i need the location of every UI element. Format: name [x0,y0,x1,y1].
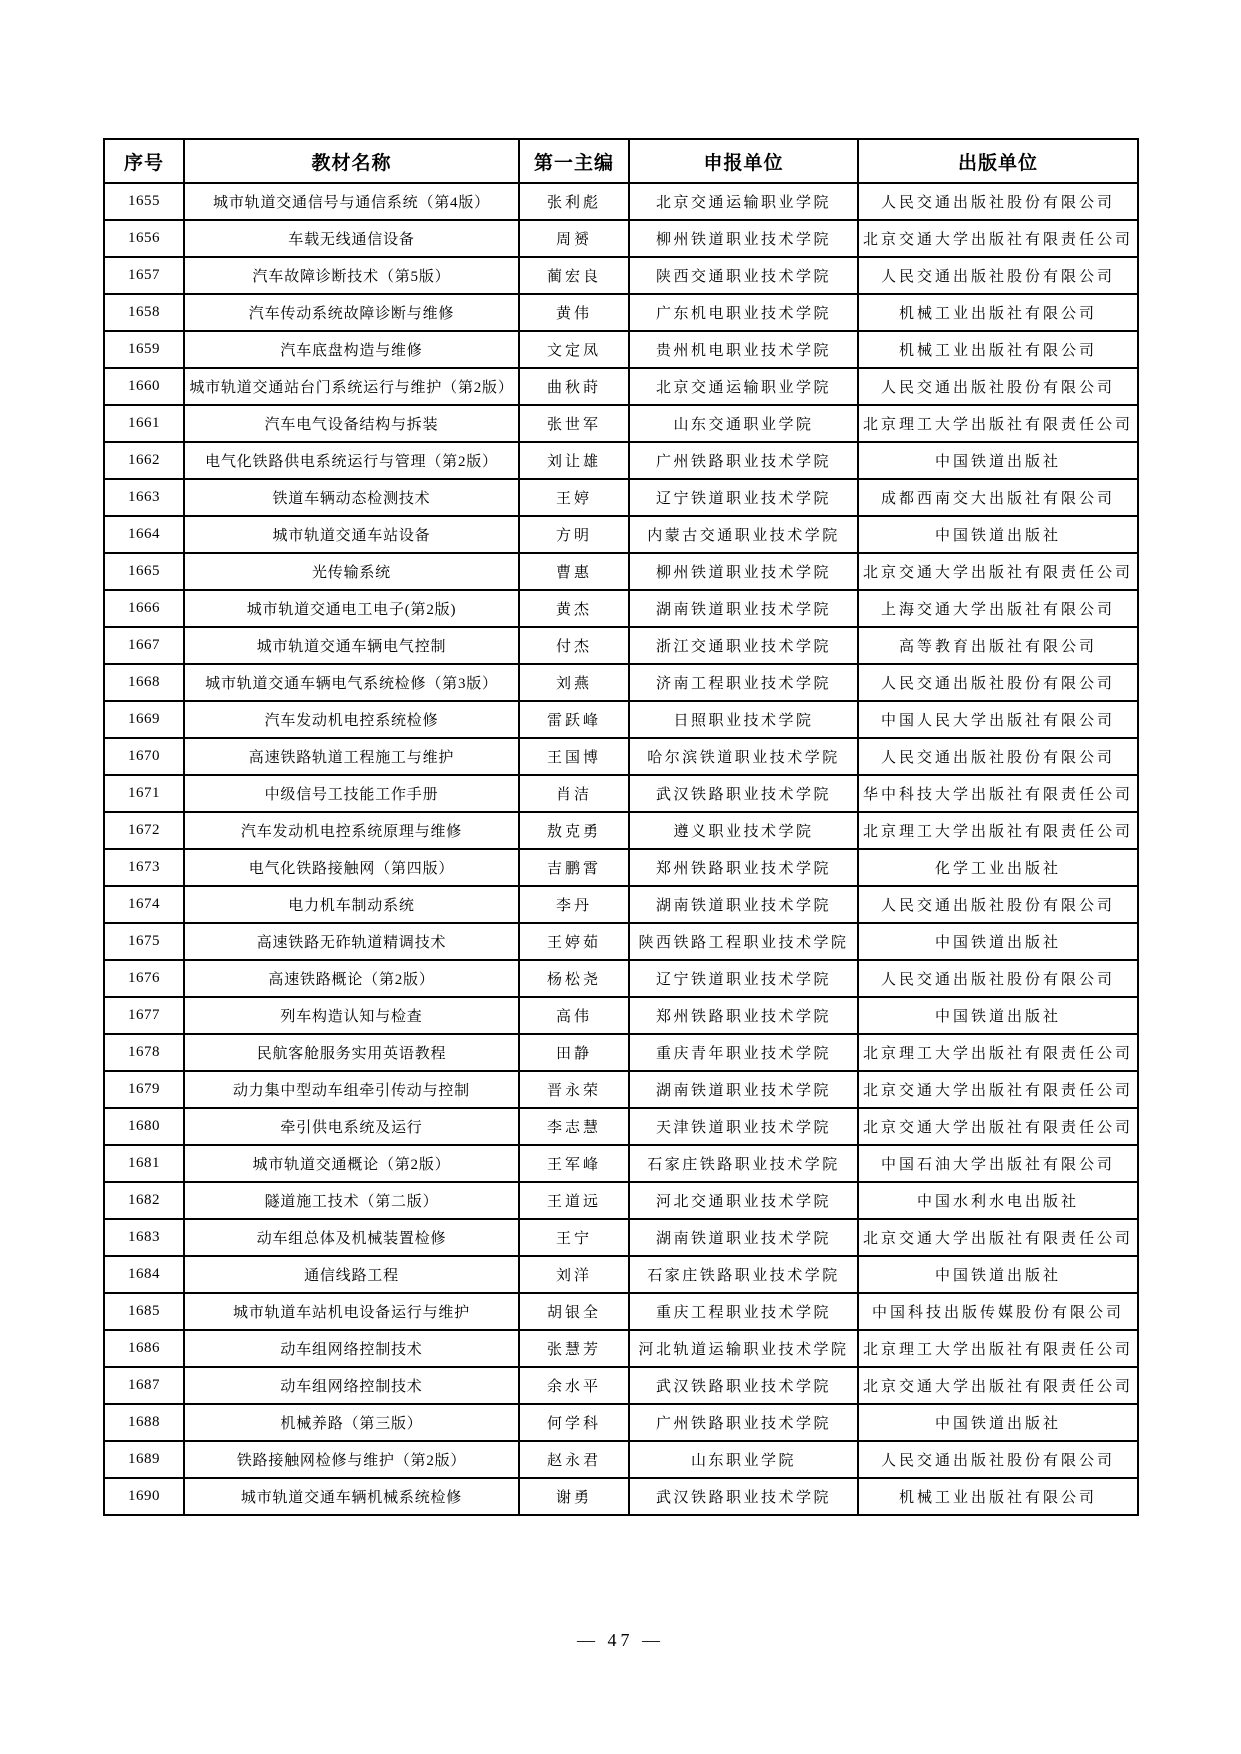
table-row [104,1108,1138,1145]
table-cell-editor: 刘洋 [519,1256,629,1293]
table-cell-title: 城市轨道交通车站设备 [184,516,519,553]
table-cell-index: 1672 [104,812,184,849]
table-cell-publisher-unit: 人民交通出版社股份有限公司 [858,183,1138,220]
table-cell-publisher-unit: 中国铁道出版社 [858,1404,1138,1441]
table-cell-title: 高速铁路无砟轨道精调技术 [184,923,519,960]
table-cell-applicant-unit: 浙江交通职业技术学院 [629,627,858,664]
table-cell-publisher-unit: 人民交通出版社股份有限公司 [858,960,1138,997]
table-cell-applicant-unit: 陕西铁路工程职业技术学院 [629,923,858,960]
table-cell-publisher-unit: 机械工业出版社有限公司 [858,294,1138,331]
table-cell-title: 铁路接触网检修与维护（第2版） [184,1441,519,1478]
table-cell-index: 1666 [104,590,184,627]
table-cell-publisher-unit: 中国铁道出版社 [858,442,1138,479]
table-row [104,701,1138,738]
table-cell-index: 1656 [104,220,184,257]
table-cell-editor: 王婷茹 [519,923,629,960]
table-cell-applicant-unit: 陕西交通职业技术学院 [629,257,858,294]
table-cell-index: 1667 [104,627,184,664]
table-cell-applicant-unit: 重庆青年职业技术学院 [629,1034,858,1071]
table-row [104,1293,1138,1330]
table-cell-publisher-unit: 中国石油大学出版社有限公司 [858,1145,1138,1182]
table-cell-applicant-unit: 广东机电职业技术学院 [629,294,858,331]
table-cell-editor: 谢勇 [519,1478,629,1515]
table-cell-index: 1681 [104,1145,184,1182]
table-row [104,516,1138,553]
table-cell-index: 1679 [104,1071,184,1108]
table-cell-applicant-unit: 天津铁道职业技术学院 [629,1108,858,1145]
table-cell-applicant-unit: 郑州铁路职业技术学院 [629,997,858,1034]
table-cell-title: 城市轨道交通概论（第2版） [184,1145,519,1182]
table-cell-editor: 曹惠 [519,553,629,590]
table-cell-index: 1663 [104,479,184,516]
table-cell-editor: 张利彪 [519,183,629,220]
table-cell-editor: 蔺宏良 [519,257,629,294]
table-row [104,220,1138,257]
table-row [104,997,1138,1034]
table-cell-title: 动车组网络控制技术 [184,1330,519,1367]
table-cell-title: 铁道车辆动态检测技术 [184,479,519,516]
table-cell-index: 1670 [104,738,184,775]
column-header-index: 序号 [104,139,184,183]
table-cell-editor: 刘燕 [519,664,629,701]
table-row [104,1330,1138,1367]
table-cell-editor: 田静 [519,1034,629,1071]
table-cell-title: 电力机车制动系统 [184,886,519,923]
table-cell-publisher-unit: 中国科技出版传媒股份有限公司 [858,1293,1138,1330]
table-cell-index: 1678 [104,1034,184,1071]
table-cell-title: 汽车发动机电控系统原理与维修 [184,812,519,849]
table-row [104,664,1138,701]
table-cell-title: 电气化铁路供电系统运行与管理（第2版） [184,442,519,479]
table-cell-title: 列车构造认知与检查 [184,997,519,1034]
table-row [104,294,1138,331]
table-cell-publisher-unit: 北京交通大学出版社有限责任公司 [858,1071,1138,1108]
table-cell-applicant-unit: 日照职业技术学院 [629,701,858,738]
table-cell-title: 牵引供电系统及运行 [184,1108,519,1145]
table-cell-publisher-unit: 人民交通出版社股份有限公司 [858,368,1138,405]
table-cell-index: 1683 [104,1219,184,1256]
table-cell-index: 1659 [104,331,184,368]
table-cell-editor: 黄伟 [519,294,629,331]
table-cell-publisher-unit: 北京交通大学出版社有限责任公司 [858,1219,1138,1256]
table-cell-publisher-unit: 人民交通出版社股份有限公司 [858,257,1138,294]
table-cell-title: 汽车底盘构造与维修 [184,331,519,368]
table-row [104,923,1138,960]
table-cell-index: 1658 [104,294,184,331]
table-cell-title: 动车组总体及机械装置检修 [184,1219,519,1256]
table-cell-editor: 胡银全 [519,1293,629,1330]
table-cell-editor: 黄杰 [519,590,629,627]
table-cell-applicant-unit: 内蒙古交通职业技术学院 [629,516,858,553]
table-cell-title: 通信线路工程 [184,1256,519,1293]
table-cell-applicant-unit: 柳州铁道职业技术学院 [629,553,858,590]
table-cell-editor: 高伟 [519,997,629,1034]
page-number: — 47 — [577,1630,664,1650]
table-cell-applicant-unit: 北京交通运输职业学院 [629,368,858,405]
table-cell-applicant-unit: 河北交通职业技术学院 [629,1182,858,1219]
table-cell-editor: 王道远 [519,1182,629,1219]
table-row [104,479,1138,516]
table-cell-editor: 何学科 [519,1404,629,1441]
table-cell-publisher-unit: 中国铁道出版社 [858,997,1138,1034]
table-cell-index: 1685 [104,1293,184,1330]
table-cell-applicant-unit: 湖南铁道职业技术学院 [629,1071,858,1108]
table-cell-index: 1682 [104,1182,184,1219]
table-cell-publisher-unit: 中国水利水电出版社 [858,1182,1138,1219]
table-cell-applicant-unit: 武汉铁路职业技术学院 [629,1367,858,1404]
table-cell-index: 1676 [104,960,184,997]
table-cell-index: 1690 [104,1478,184,1515]
table-cell-applicant-unit: 广州铁路职业技术学院 [629,442,858,479]
table-row [104,442,1138,479]
table-cell-title: 城市轨道车站机电设备运行与维护 [184,1293,519,1330]
table-cell-editor: 赵永君 [519,1441,629,1478]
table-cell-publisher-unit: 高等教育出版社有限公司 [858,627,1138,664]
table-cell-index: 1668 [104,664,184,701]
table-cell-editor: 李丹 [519,886,629,923]
table-row [104,331,1138,368]
table-header-row [104,139,1138,183]
column-header-title: 教材名称 [184,139,519,183]
table-row [104,405,1138,442]
table-cell-index: 1673 [104,849,184,886]
table-cell-applicant-unit: 山东交通职业学院 [629,405,858,442]
table-cell-applicant-unit: 北京交通运输职业学院 [629,183,858,220]
table-row [104,738,1138,775]
table-cell-index: 1686 [104,1330,184,1367]
table-row [104,257,1138,294]
table-cell-applicant-unit: 湖南铁道职业技术学院 [629,886,858,923]
table-cell-editor: 王婷 [519,479,629,516]
table-cell-publisher-unit: 化学工业出版社 [858,849,1138,886]
table-row [104,812,1138,849]
table-row [104,1478,1138,1515]
table-cell-publisher-unit: 北京理工大学出版社有限责任公司 [858,1034,1138,1071]
table-cell-index: 1680 [104,1108,184,1145]
table-cell-title: 高速铁路轨道工程施工与维护 [184,738,519,775]
table-cell-publisher-unit: 人民交通出版社股份有限公司 [858,1441,1138,1478]
table-cell-editor: 敖克勇 [519,812,629,849]
table-cell-editor: 李志慧 [519,1108,629,1145]
table-cell-applicant-unit: 贵州机电职业技术学院 [629,331,858,368]
table-cell-applicant-unit: 湖南铁道职业技术学院 [629,590,858,627]
table-cell-title: 动力集中型动车组牵引传动与控制 [184,1071,519,1108]
table-cell-title: 城市轨道交通车辆电气系统检修（第3版） [184,664,519,701]
table-cell-title: 城市轨道交通车辆电气控制 [184,627,519,664]
table-cell-index: 1675 [104,923,184,960]
table-row [104,1404,1138,1441]
table-cell-editor: 文定凤 [519,331,629,368]
table-cell-publisher-unit: 北京理工大学出版社有限责任公司 [858,1330,1138,1367]
table-cell-index: 1655 [104,183,184,220]
table-cell-title: 中级信号工技能工作手册 [184,775,519,812]
table-cell-applicant-unit: 遵义职业技术学院 [629,812,858,849]
table-cell-index: 1688 [104,1404,184,1441]
table-cell-editor: 肖洁 [519,775,629,812]
table-cell-title: 汽车发动机电控系统检修 [184,701,519,738]
table-cell-publisher-unit: 人民交通出版社股份有限公司 [858,664,1138,701]
table-cell-title: 城市轨道交通站台门系统运行与维护（第2版） [184,368,519,405]
table-cell-title: 光传输系统 [184,553,519,590]
table-cell-editor: 付杰 [519,627,629,664]
table-cell-publisher-unit: 北京理工大学出版社有限责任公司 [858,405,1138,442]
table-cell-index: 1677 [104,997,184,1034]
column-header-editor: 第一主编 [519,139,629,183]
table-cell-publisher-unit: 人民交通出版社股份有限公司 [858,886,1138,923]
table-cell-applicant-unit: 山东职业学院 [629,1441,858,1478]
table-cell-title: 民航客舱服务实用英语教程 [184,1034,519,1071]
table-cell-publisher-unit: 北京交通大学出版社有限责任公司 [858,220,1138,257]
table-cell-applicant-unit: 哈尔滨铁道职业技术学院 [629,738,858,775]
table-cell-applicant-unit: 武汉铁路职业技术学院 [629,775,858,812]
table-row [104,553,1138,590]
table-cell-applicant-unit: 辽宁铁道职业技术学院 [629,479,858,516]
table-cell-editor: 杨松尧 [519,960,629,997]
table-cell-editor: 王宁 [519,1219,629,1256]
table-cell-title: 车载无线通信设备 [184,220,519,257]
table-cell-editor: 吉鹏霄 [519,849,629,886]
table-cell-editor: 周赟 [519,220,629,257]
table-cell-applicant-unit: 辽宁铁道职业技术学院 [629,960,858,997]
table-row [104,183,1138,220]
table-cell-editor: 余水平 [519,1367,629,1404]
table-cell-title: 城市轨道交通电工电子(第2版) [184,590,519,627]
table-cell-publisher-unit: 成都西南交大出版社有限公司 [858,479,1138,516]
table-row [104,1071,1138,1108]
table-cell-title: 汽车电气设备结构与拆装 [184,405,519,442]
table-row [104,1367,1138,1404]
table-row [104,1034,1138,1071]
table-cell-index: 1687 [104,1367,184,1404]
table-cell-editor: 张慧芳 [519,1330,629,1367]
table-cell-applicant-unit: 广州铁路职业技术学院 [629,1404,858,1441]
table-row [104,960,1138,997]
table-cell-editor: 王国博 [519,738,629,775]
table-row [104,1219,1138,1256]
table-cell-editor: 刘让雄 [519,442,629,479]
table-cell-applicant-unit: 济南工程职业技术学院 [629,664,858,701]
table-cell-publisher-unit: 人民交通出版社股份有限公司 [858,738,1138,775]
table-cell-applicant-unit: 石家庄铁路职业技术学院 [629,1256,858,1293]
table-row [104,1145,1138,1182]
table-body [104,183,1138,1515]
table-cell-editor: 晋永荣 [519,1071,629,1108]
table-cell-publisher-unit: 华中科技大学出版社有限责任公司 [858,775,1138,812]
table-cell-index: 1684 [104,1256,184,1293]
table-row [104,1182,1138,1219]
table-cell-title: 汽车故障诊断技术（第5版） [184,257,519,294]
table-cell-applicant-unit: 柳州铁道职业技术学院 [629,220,858,257]
table-cell-title: 隧道施工技术（第二版） [184,1182,519,1219]
table-cell-title: 高速铁路概论（第2版） [184,960,519,997]
table-cell-index: 1657 [104,257,184,294]
table-cell-applicant-unit: 湖南铁道职业技术学院 [629,1219,858,1256]
table-cell-editor: 王军峰 [519,1145,629,1182]
table-cell-title: 动车组网络控制技术 [184,1367,519,1404]
table-row [104,1256,1138,1293]
table-row [104,368,1138,405]
table-cell-title: 城市轨道交通信号与通信系统（第4版） [184,183,519,220]
table-cell-publisher-unit: 中国铁道出版社 [858,1256,1138,1293]
table-cell-index: 1664 [104,516,184,553]
table-cell-applicant-unit: 石家庄铁路职业技术学院 [629,1145,858,1182]
table-cell-index: 1669 [104,701,184,738]
table-cell-publisher-unit: 北京交通大学出版社有限责任公司 [858,1108,1138,1145]
table-row [104,627,1138,664]
table-cell-applicant-unit: 郑州铁路职业技术学院 [629,849,858,886]
table-cell-title: 机械养路（第三版） [184,1404,519,1441]
table-row [104,1441,1138,1478]
table-cell-index: 1674 [104,886,184,923]
table-cell-editor: 曲秋莳 [519,368,629,405]
table-cell-index: 1689 [104,1441,184,1478]
table-row [104,886,1138,923]
table-cell-publisher-unit: 北京理工大学出版社有限责任公司 [858,812,1138,849]
table-cell-publisher-unit: 中国铁道出版社 [858,516,1138,553]
column-header-publisher-unit: 出版单位 [858,139,1138,183]
table-cell-publisher-unit: 机械工业出版社有限公司 [858,1478,1138,1515]
table-cell-editor: 雷跃峰 [519,701,629,738]
table-cell-title: 城市轨道交通车辆机械系统检修 [184,1478,519,1515]
table-cell-publisher-unit: 机械工业出版社有限公司 [858,331,1138,368]
table-cell-index: 1661 [104,405,184,442]
column-header-applicant-unit: 申报单位 [629,139,858,183]
table-row [104,590,1138,627]
table-row [104,775,1138,812]
table-cell-publisher-unit: 上海交通大学出版社有限公司 [858,590,1138,627]
table-cell-index: 1665 [104,553,184,590]
table-cell-index: 1662 [104,442,184,479]
table-cell-publisher-unit: 中国人民大学出版社有限公司 [858,701,1138,738]
table-cell-index: 1671 [104,775,184,812]
table-cell-editor: 张世军 [519,405,629,442]
table-cell-title: 汽车传动系统故障诊断与维修 [184,294,519,331]
table-cell-applicant-unit: 武汉铁路职业技术学院 [629,1478,858,1515]
table-cell-publisher-unit: 中国铁道出版社 [858,923,1138,960]
table-cell-editor: 方明 [519,516,629,553]
table-cell-applicant-unit: 重庆工程职业技术学院 [629,1293,858,1330]
table-cell-publisher-unit: 北京交通大学出版社有限责任公司 [858,553,1138,590]
table-cell-title: 电气化铁路接触网（第四版） [184,849,519,886]
table-cell-publisher-unit: 北京交通大学出版社有限责任公司 [858,1367,1138,1404]
table-cell-index: 1660 [104,368,184,405]
textbook-approval-table [103,138,1139,1516]
table-row [104,849,1138,886]
table-cell-applicant-unit: 河北轨道运输职业技术学院 [629,1330,858,1367]
